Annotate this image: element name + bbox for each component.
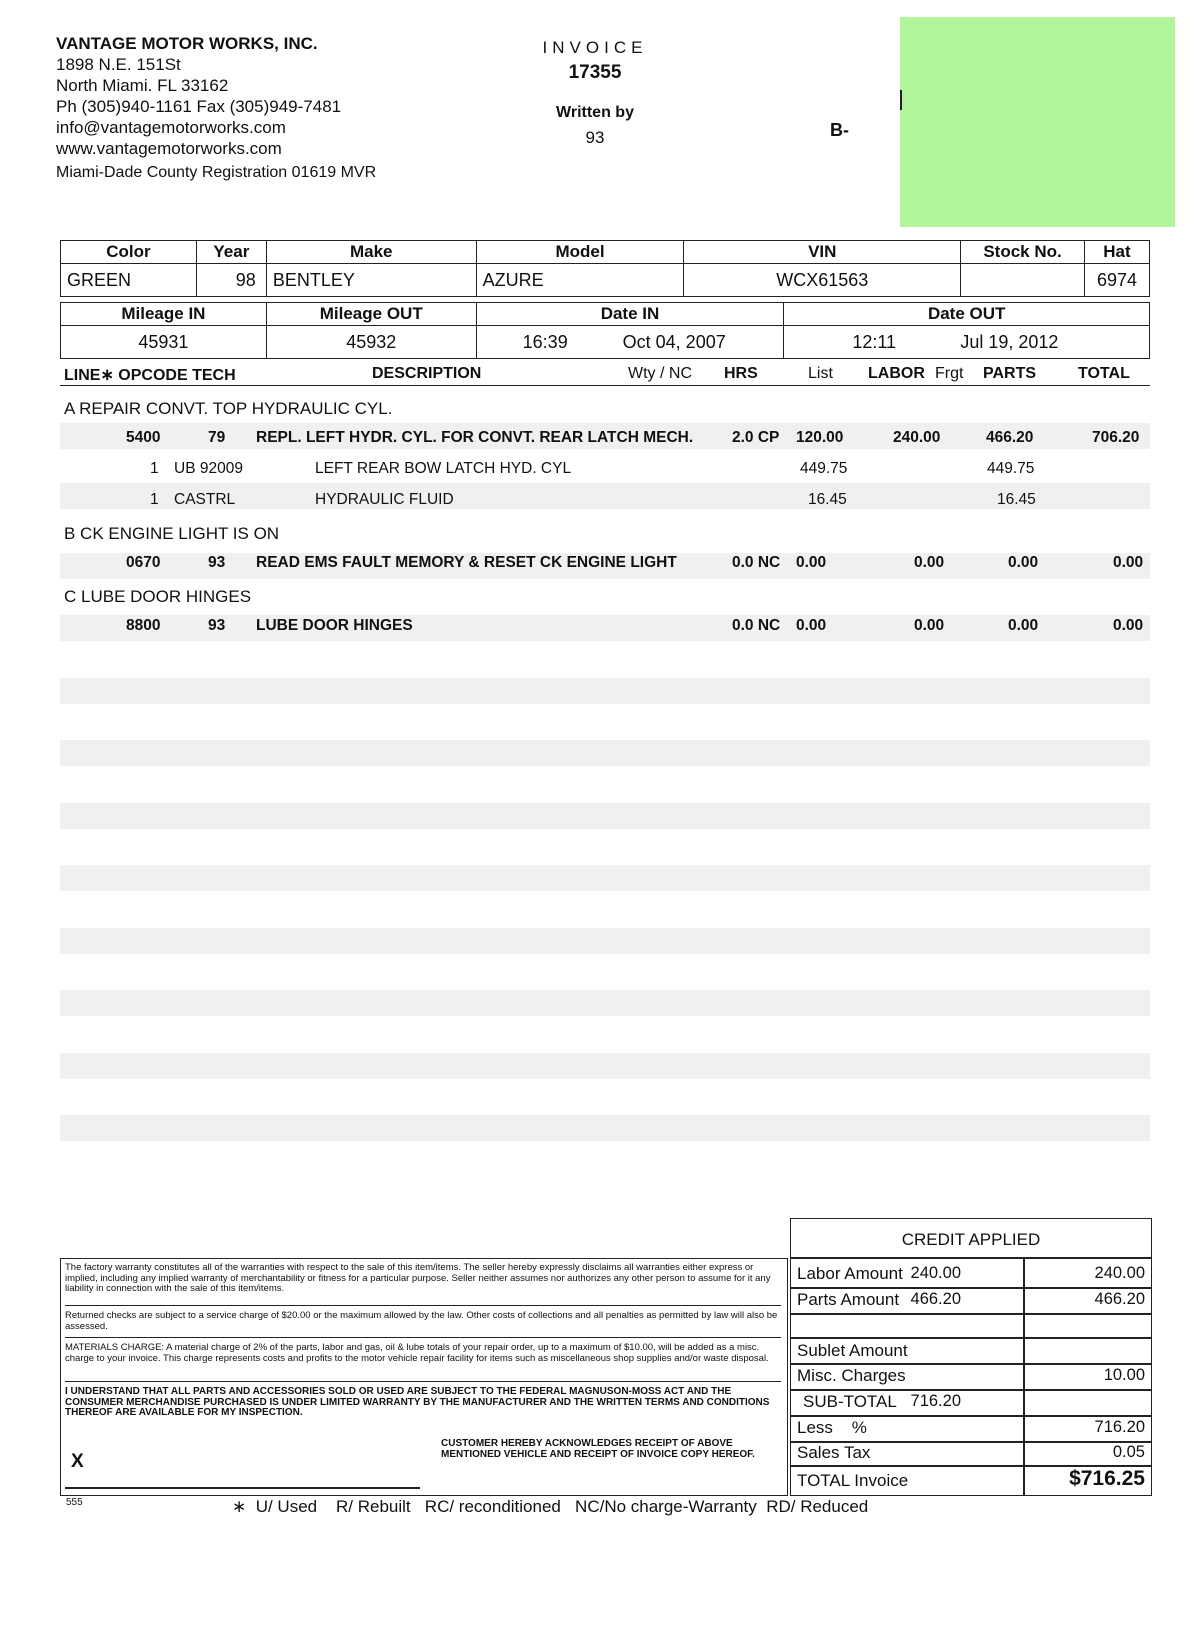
lhdr-hrs: HRS	[724, 365, 758, 382]
val-vin: WCX61563	[684, 264, 961, 297]
line-a-list: 120.00	[796, 429, 844, 446]
hdr-hat: Hat	[1084, 241, 1149, 264]
val-date-out-cell	[784, 326, 1150, 359]
company-email: info@vantagemotorworks.com	[56, 118, 286, 137]
bg-band	[60, 678, 1150, 704]
company-block	[56, 33, 376, 183]
bg-band	[60, 1115, 1150, 1141]
val-date-out: Jul 19, 2012	[960, 332, 1059, 352]
hdr-make: Make	[266, 241, 476, 264]
val-color: GREEN	[61, 264, 197, 297]
credit-divider	[791, 1287, 1151, 1289]
credit-divider	[791, 1415, 1151, 1417]
line-b-hrs: 0.0 NC	[732, 554, 781, 571]
credit-divider	[791, 1257, 1151, 1259]
val-date-in: Oct 04, 2007	[622, 332, 726, 352]
parts-amount-v1: 466.20	[910, 1290, 961, 1308]
line-b-list: 0.00	[796, 554, 827, 571]
line-a-total: 706.20	[1092, 429, 1140, 446]
labor-amount-label: Labor Amount	[797, 1264, 903, 1283]
line-c-parts: 0.00	[1008, 617, 1039, 634]
part2-desc: HYDRAULIC FLUID	[315, 491, 454, 508]
terms-divider	[65, 1337, 781, 1338]
invoice-title: INVOICE	[542, 38, 648, 57]
lhdr-parts: PARTS	[983, 365, 1037, 382]
credit-box	[790, 1218, 1152, 1496]
val-hat: 6974	[1084, 264, 1149, 297]
hdr-year: Year	[196, 241, 266, 264]
line-a-tech: 79	[208, 429, 226, 446]
line-c-total: 0.00	[1113, 617, 1144, 634]
misc-charges-label: Misc. Charges	[797, 1366, 906, 1385]
hdr-mileage-out: Mileage OUT	[266, 303, 476, 326]
line-b-parts: 0.00	[1008, 554, 1039, 571]
part2-parts: 16.45	[997, 491, 1036, 508]
val-make: BENTLEY	[266, 264, 476, 297]
line-b-tech: 93	[208, 554, 226, 571]
vehicle-table	[60, 240, 1150, 297]
bg-band	[60, 865, 1150, 891]
line-a-desc: REPL. LEFT HYDR. CYL. FOR CONVT. REAR LATCH MECH.	[256, 429, 694, 446]
val-stock	[961, 264, 1085, 297]
val-mileage-in: 45931	[61, 326, 267, 359]
part1-parts: 449.75	[987, 460, 1035, 477]
total-invoice-v2: $716.25	[1069, 1467, 1145, 1490]
form-code: 555	[66, 1497, 83, 1508]
sales-tax-v2: 0.05	[1112, 1443, 1145, 1461]
subtotal-v1: 716.20	[910, 1392, 961, 1410]
line-b-desc: READ EMS FAULT MEMORY & RESET CK ENGINE LIGHT	[256, 554, 677, 571]
company-phone: Ph (305)940-1161 Fax (305)949-7481	[56, 97, 342, 116]
line-c-desc: LUBE DOOR HINGES	[256, 617, 413, 634]
less-label: Less %	[797, 1418, 867, 1437]
invoice-number: 17355	[568, 62, 622, 83]
mileage-table	[60, 302, 1150, 359]
total-invoice-label: TOTAL Invoice	[797, 1471, 909, 1490]
misc-charges-v2: 10.00	[1103, 1366, 1145, 1384]
parts-amount-v2: 466.20	[1094, 1290, 1145, 1308]
val-date-in-time: 16:39	[522, 332, 568, 352]
lhdr-desc: DESCRIPTION	[372, 365, 482, 382]
company-address2: North Miami. FL 33162	[56, 76, 229, 95]
line-b-total: 0.00	[1113, 554, 1144, 571]
line-a-title: A REPAIR CONVT. TOP HYDRAULIC CYL.	[64, 399, 393, 418]
val-year: 98	[196, 264, 266, 297]
part2-number: CASTRL	[174, 491, 236, 508]
company-registration: Miami-Dade County Registration 01619 MVR	[56, 164, 377, 181]
lhdr-frgt: Frgt	[935, 365, 964, 382]
hdr-vin: VIN	[684, 241, 961, 264]
credit-divider	[791, 1313, 1151, 1315]
line-c-labor: 0.00	[914, 617, 945, 634]
written-by-label: Written by	[556, 104, 634, 121]
line-c-list: 0.00	[796, 617, 827, 634]
terms-materials: MATERIALS CHARGE: A material charge of 2% of the parts, labor and gas, oil & lube totals of your repair order, up to a maximum of $10.00, will be added as a misc. charge to your invoice. This charge represents costs and profits to the motor vehicle repair facility for items such as miscellaneous shop supplies and/or waste disposal.	[65, 1342, 769, 1364]
hdr-model: Model	[476, 241, 684, 264]
line-a-labor: 240.00	[893, 429, 941, 446]
line-a-opcode: 5400	[126, 429, 161, 446]
lhdr-total: TOTAL	[1078, 365, 1130, 382]
part1-qty: 1	[150, 460, 159, 477]
line-a-parts: 466.20	[986, 429, 1034, 446]
line-a-hrs: 2.0 CP	[732, 429, 780, 446]
hdr-color: Color	[61, 241, 197, 264]
hdr-stock: Stock No.	[961, 241, 1085, 264]
invoice-block	[520, 38, 670, 148]
tick-mark	[900, 90, 902, 110]
bg-band	[60, 1053, 1150, 1079]
line-c-tech: 93	[208, 617, 226, 634]
terms-divider	[65, 1305, 781, 1306]
credit-col-divider	[1023, 1257, 1025, 1495]
terms-warranty: The factory warranty constitutes all of the warranties with respect to the sale of this item/items. The seller hereby expressly disclaims all warranties either express or implied, including any implied warranty of merchantability or fitness for a particular purpose. Seller neither assumes nor authorizes any other person to assume for it any liability in connection with the sale of this item/items.	[65, 1262, 771, 1294]
bg-band	[60, 740, 1150, 766]
val-mileage-out: 45932	[266, 326, 476, 359]
line-c-hrs: 0.0 NC	[732, 617, 781, 634]
val-date-out-time: 12:11	[852, 332, 897, 352]
labor-amount-v2: 240.00	[1094, 1264, 1145, 1282]
parts-amount-label: Parts Amount	[797, 1290, 900, 1309]
company-web: www.vantagemotorworks.com	[56, 139, 282, 158]
bg-band	[60, 928, 1150, 954]
sublet-amount-label: Sublet Amount	[797, 1341, 908, 1360]
credit-header: CREDIT APPLIED	[901, 1230, 1041, 1249]
line-c-title: C LUBE DOOR HINGES	[64, 587, 252, 606]
val-model: AZURE	[476, 264, 684, 297]
hdr-mileage-in: Mileage IN	[61, 303, 267, 326]
credit-divider	[791, 1363, 1151, 1365]
hdr-date-in: Date IN	[476, 303, 784, 326]
line-b-labor: 0.00	[914, 554, 945, 571]
val-date-in-cell	[476, 326, 784, 359]
line-b-opcode: 0670	[126, 554, 161, 571]
customer-acknowledgement: CUSTOMER HEREBY ACKNOWLEDGES RECEIPT OF ABOVE MENTIONED VEHICLE AND RECEIPT OF INVOICE COPY HEREOF.	[441, 1438, 755, 1460]
lhdr-labor: LABOR	[868, 365, 925, 382]
part2-qty: 1	[150, 491, 159, 508]
lhdr-wty: Wty / NC	[628, 365, 692, 382]
terms-box	[60, 1258, 788, 1496]
sticky-note	[900, 17, 1175, 227]
legend: ∗ U/ Used R/ Rebuilt RC/ reconditioned NC/No charge-Warranty RD/ Reduced	[232, 1497, 869, 1516]
lines-header	[60, 363, 1150, 386]
subtotal-label: SUB-TOTAL	[803, 1392, 897, 1411]
credit-divider	[791, 1389, 1151, 1391]
part1-number: UB 92009	[174, 460, 243, 477]
labor-amount-v1: 240.00	[910, 1264, 961, 1282]
part2-list: 16.45	[808, 491, 847, 508]
lhdr-list: List	[808, 365, 833, 382]
lhdr-line: LINE∗ OPCODE TECH	[64, 367, 236, 384]
company-address1: 1898 N.E. 151St	[56, 55, 181, 74]
hdr-date-out: Date OUT	[784, 303, 1150, 326]
bg-band	[60, 990, 1150, 1016]
bg-band	[60, 803, 1150, 829]
written-by-value: 93	[585, 128, 605, 147]
b-mark: B-	[830, 120, 849, 140]
terms-checks: Returned checks are subject to a service charge of $20.00 or the maximum allowed by the law. Other costs of collections and all penalties as permitted by law will also be assessed.	[65, 1310, 778, 1332]
part1-list: 449.75	[800, 460, 848, 477]
terms-divider	[65, 1381, 781, 1382]
line-c-opcode: 8800	[126, 617, 161, 634]
terms-understand: I UNDERSTAND THAT ALL PARTS AND ACCESSORIES SOLD OR USED ARE SUBJECT TO THE FEDERAL MAGNUSON-MOSS ACT AND THE CONSUMER MERCHANDISE PURCHASED IS UNDER LIMITED WARRANTY BY THE MANUFACTURER AND THE WRITTEN TERMS AND CONDITIONS THEREOF ARE AVAILABLE FOR MY INSPECTION.	[65, 1386, 770, 1418]
sales-tax-label: Sales Tax	[797, 1443, 871, 1462]
less-v2: 716.20	[1094, 1418, 1145, 1436]
company-name: VANTAGE MOTOR WORKS, INC.	[56, 34, 318, 53]
credit-divider	[791, 1337, 1151, 1339]
line-b-title: B CK ENGINE LIGHT IS ON	[64, 524, 280, 543]
signature-x: X	[71, 1451, 84, 1472]
signature-line[interactable]	[65, 1487, 420, 1489]
part1-desc: LEFT REAR BOW LATCH HYD. CYL	[315, 460, 572, 477]
